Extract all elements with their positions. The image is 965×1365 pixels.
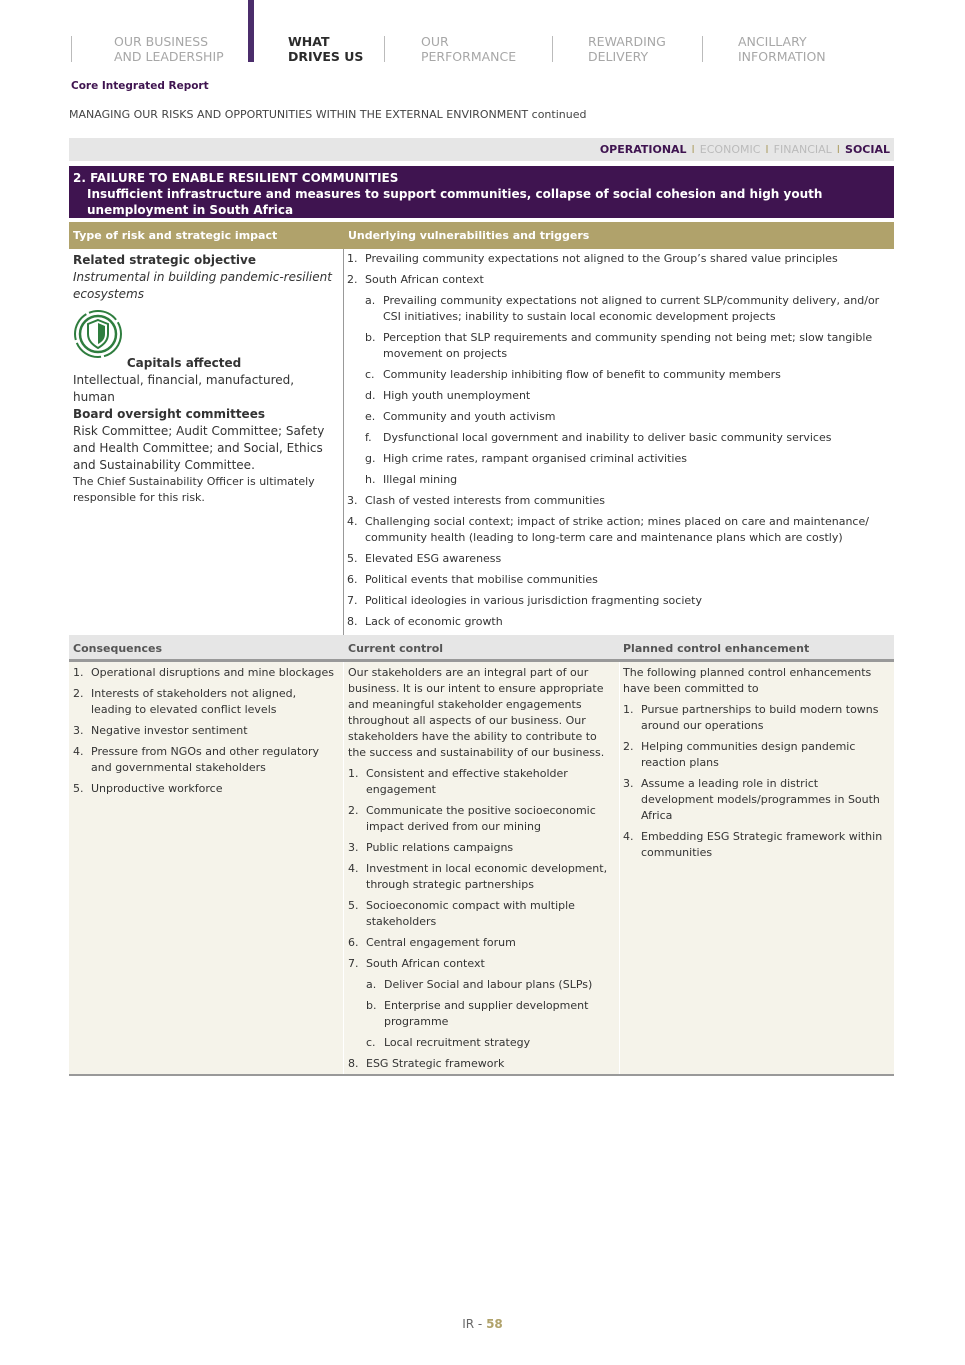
list-item — [347, 251, 892, 267]
nav-our-business[interactable] — [114, 34, 224, 64]
risk-details — [69, 249, 894, 635]
item-text: Enterprise and supplier development programme — [384, 999, 589, 1028]
column-divider — [619, 662, 620, 1074]
item-number: c. — [365, 368, 375, 381]
nav-divider — [384, 36, 385, 62]
item-number: c. — [366, 1036, 376, 1049]
item-number: 5. — [73, 782, 84, 795]
list-item — [347, 430, 892, 446]
list-item — [347, 451, 892, 467]
item-number: 4. — [347, 515, 358, 528]
planned-intro: The following planned control enhancements have been committed to — [623, 666, 872, 695]
item-number: h. — [365, 473, 376, 486]
item-number: 6. — [347, 573, 358, 586]
item-text: Prevailing community expectations not aligned to current SLP/community delivery, and/or CSI initiatives; inability to sustain local economic development projects — [383, 294, 880, 323]
item-text: Illegal mining — [383, 473, 458, 486]
current-control-column — [348, 665, 614, 1077]
list-item — [347, 593, 892, 609]
item-text: Negative investor sentiment — [91, 724, 248, 737]
shield-icon — [73, 309, 123, 359]
item-text: Challenging social context; impact of strike action; mines placed on care and maintenance/ community health (leading to long-term care and maintenance plans which are costly) — [365, 515, 869, 544]
list-item — [348, 977, 614, 993]
item-number: 3. — [348, 841, 359, 854]
nav-divider — [71, 36, 72, 62]
item-text: Elevated ESG awareness — [365, 552, 502, 565]
nav-ancillary-information[interactable] — [738, 34, 826, 64]
item-text: Interests of stakeholders not aligned, leading to elevated conflict levels — [91, 687, 297, 716]
category-economic: ECONOMIC — [699, 143, 761, 156]
list-item — [73, 744, 335, 776]
list-item — [348, 766, 614, 798]
consequences-list — [73, 665, 335, 802]
list-item — [347, 388, 892, 404]
list-item — [348, 1056, 614, 1072]
list-item — [623, 829, 889, 861]
divider: I — [691, 143, 695, 156]
objective-label: Related strategic objective — [73, 253, 257, 267]
board-text: Risk Committee; Audit Committee; Safety and Health Committee; and Social, Ethics and Sustainability Committee. — [73, 424, 325, 472]
table-header — [69, 222, 894, 249]
type-column — [73, 252, 338, 506]
capitals-text: Intellectual, financial, manufactured, human — [73, 373, 295, 404]
column-divider — [343, 249, 344, 635]
item-number: 1. — [348, 767, 359, 780]
item-text: South African context — [366, 957, 485, 970]
item-text: Communicate the positive socioeconomic impact derived from our mining — [366, 804, 596, 833]
list-item — [347, 472, 892, 488]
list-item — [73, 781, 335, 797]
item-text: Helping communities design pandemic reaction plans — [641, 740, 856, 769]
nav-label: OUR — [421, 34, 449, 49]
list-item — [347, 514, 892, 546]
list-item — [347, 614, 892, 630]
list-item — [623, 739, 889, 771]
item-number: 4. — [623, 830, 634, 843]
category-operational: OPERATIONAL — [599, 143, 687, 156]
risk-description: Insufficient infrastructure and measures to support communities, collapse of social cohesion and high youth unemployment in South Africa — [87, 187, 823, 217]
item-number: e. — [365, 410, 376, 423]
list-item — [348, 840, 614, 856]
list-item — [348, 956, 614, 972]
item-text: Unproductive workforce — [91, 782, 223, 795]
list-item — [348, 861, 614, 893]
item-text: Investment in local economic development, through strategic partnerships — [366, 862, 608, 891]
item-number: 8. — [347, 615, 358, 628]
list-item — [347, 293, 892, 325]
list-item — [73, 665, 335, 681]
item-number: 3. — [623, 777, 634, 790]
item-number: 5. — [348, 899, 359, 912]
page-number: 58 — [486, 1317, 503, 1331]
section-title: MANAGING OUR RISKS AND OPPORTUNITIES WITHIN THE EXTERNAL ENVIRONMENT continued — [69, 108, 587, 121]
item-text: Consistent and effective stakeholder engagement — [366, 767, 568, 796]
item-text: Public relations campaigns — [366, 841, 514, 854]
item-text: Political events that mobilise communities — [365, 573, 598, 586]
list-item — [73, 686, 335, 718]
item-text: Central engagement forum — [366, 936, 516, 949]
nav-label: OUR BUSINESS — [114, 34, 209, 49]
nav-label: WHAT — [288, 34, 330, 49]
divider: I — [765, 143, 769, 156]
nav-label: INFORMATION — [738, 49, 826, 64]
item-text: High youth unemployment — [383, 389, 531, 402]
nav-what-drives-us[interactable] — [288, 34, 363, 64]
controls-header — [69, 635, 894, 662]
category-social: SOCIAL — [845, 143, 890, 156]
item-number: 2. — [347, 273, 358, 286]
planned-column — [623, 665, 889, 866]
item-number: 2. — [623, 740, 634, 753]
list-item — [347, 409, 892, 425]
top-navigation — [0, 0, 965, 70]
item-number: a. — [366, 978, 377, 991]
item-text: High crime rates, rampant organised criminal activities — [383, 452, 687, 465]
item-number: 3. — [347, 494, 358, 507]
item-text: Pressure from NGOs and other regulatory and governmental stakeholders — [91, 745, 320, 774]
item-number: g. — [365, 452, 376, 465]
active-indicator — [248, 0, 254, 62]
nav-divider — [552, 36, 553, 62]
board-label: Board oversight committees — [73, 407, 265, 421]
item-number: f. — [365, 431, 372, 444]
item-text: Community and youth activism — [383, 410, 556, 423]
item-text: Socioeconomic compact with multiple stakeholders — [366, 899, 575, 928]
nav-divider — [702, 36, 703, 62]
item-number: b. — [365, 331, 376, 344]
nav-label: REWARDING — [588, 34, 666, 49]
objective-text: Instrumental in building pandemic-resilient ecosystems — [73, 270, 332, 301]
item-number: b. — [366, 999, 377, 1012]
list-item — [348, 898, 614, 930]
header-planned: Planned control enhancement — [623, 642, 810, 655]
item-text: Perception that SLP requirements and community spending not being met; slow tangible movement on projects — [383, 331, 873, 360]
item-number: 7. — [347, 594, 358, 607]
item-number: 1. — [73, 666, 84, 679]
item-text: Community leadership inhibiting flow of benefit to community members — [383, 368, 781, 381]
list-item — [347, 493, 892, 509]
list-item — [347, 551, 892, 567]
nav-our-performance[interactable] — [421, 34, 516, 64]
column-divider — [343, 662, 344, 1074]
item-number: 2. — [73, 687, 84, 700]
item-number: d. — [365, 389, 376, 402]
item-text: Pursue partnerships to build modern towns around our operations — [641, 703, 879, 732]
footer-prefix: IR - — [462, 1317, 483, 1331]
item-number: 7. — [348, 957, 359, 970]
nav-label: AND LEADERSHIP — [114, 49, 224, 64]
divider: I — [836, 143, 841, 156]
page-footer — [0, 1317, 965, 1331]
item-text: Clash of vested interests from communities — [365, 494, 605, 507]
item-number: 4. — [73, 745, 84, 758]
nav-label: ANCILLARY — [738, 34, 807, 49]
item-text: South African context — [365, 273, 484, 286]
item-text: Operational disruptions and mine blockages — [91, 666, 334, 679]
current-control-intro: Our stakeholders are an integral part of our business. It is our intent to ensure appropriate and meaningful stakeholder engagements throughout all aspects of our business. Our stakeholders have the ability to contribute to the success and sustainability of our business. — [348, 666, 605, 759]
list-item — [347, 367, 892, 383]
nav-rewarding-delivery[interactable] — [588, 34, 666, 64]
item-text: Political ideologies in various jurisdiction fragmenting society — [365, 594, 702, 607]
header-underlying: Underlying vulnerabilities and triggers — [348, 229, 590, 242]
officer-text: The Chief Sustainability Officer is ultimately responsible for this risk. — [73, 475, 315, 504]
item-number: 1. — [347, 252, 358, 265]
item-text: Lack of economic growth — [365, 615, 503, 628]
item-number: a. — [365, 294, 376, 307]
core-report-label: Core Integrated Report — [71, 80, 209, 92]
item-number: 1. — [623, 703, 634, 716]
risk-category-bar — [69, 138, 894, 161]
underlying-list — [347, 251, 892, 635]
item-text: Local recruitment strategy — [384, 1036, 531, 1049]
item-text: Dysfunctional local government and inability to deliver basic community services — [383, 431, 832, 444]
item-text: Prevailing community expectations not aligned to the Group’s shared value principles — [365, 252, 838, 265]
current-control-list — [348, 766, 614, 1072]
risk-header — [69, 166, 894, 218]
item-text: Embedding ESG Strategic framework within communities — [641, 830, 883, 859]
risk-title: 2. FAILURE TO ENABLE RESILIENT COMMUNITIES — [73, 171, 399, 185]
item-number: 6. — [348, 936, 359, 949]
item-text: Deliver Social and labour plans (SLPs) — [384, 978, 593, 991]
header-type: Type of risk and strategic impact — [73, 229, 278, 242]
item-number: 4. — [348, 862, 359, 875]
list-item — [348, 803, 614, 835]
list-item — [348, 998, 614, 1030]
list-item — [623, 776, 889, 824]
list-item — [623, 702, 889, 734]
nav-label: DRIVES US — [288, 49, 364, 64]
list-item — [348, 1035, 614, 1051]
item-number: 5. — [347, 552, 358, 565]
item-number: 8. — [348, 1057, 359, 1070]
list-item — [73, 723, 335, 739]
list-item — [347, 272, 892, 288]
list-item — [347, 330, 892, 362]
list-item — [348, 935, 614, 951]
item-text: ESG Strategic framework — [366, 1057, 505, 1070]
item-text: Assume a leading role in district development models/programmes in South Africa — [641, 777, 880, 822]
category-financial: FINANCIAL — [773, 143, 832, 156]
capitals-label: Capitals affected — [126, 356, 242, 370]
header-consequences: Consequences — [73, 642, 162, 655]
header-current-control: Current control — [348, 642, 444, 655]
planned-list — [623, 702, 889, 861]
item-number: 2. — [348, 804, 359, 817]
nav-label: PERFORMANCE — [421, 49, 517, 64]
nav-label: DELIVERY — [588, 49, 649, 64]
item-number: 3. — [73, 724, 84, 737]
controls-body — [69, 662, 894, 1076]
list-item — [347, 572, 892, 588]
